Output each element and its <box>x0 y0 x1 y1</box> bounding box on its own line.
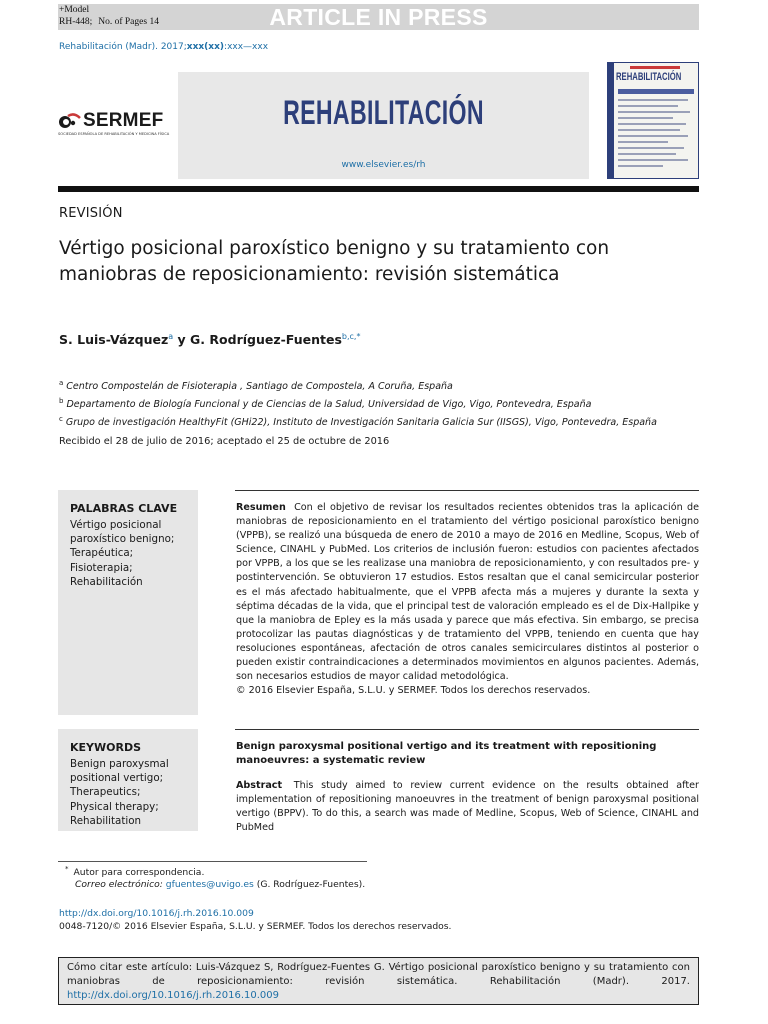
keywords-panel-en <box>58 729 198 831</box>
abstract-text: Con el objetivo de revisar los resultados recientes obtenidos tras la aplicación de maniobras de reposicionamiento en el tratamiento del vértigo posicional paroxístico benigno (VPPB), se realizó una búsqueda de enero de 2010 a mayo de 2016 en Medline, Scopus, Web of Science, CINAHL y PubMed. Los criterios de inclusión fueron: estudios con pacientes afectados por VPPB, a los que se les realizase una maniobra de reposicionamiento, y con resultados pre- y postintervención. Se obtuvieron 17 estudios. Estos resaltan que el canal semicircular posterior es el más afectado habitualmente, que el VPPB afecta más a mujeres y durante la sexta y séptima décadas de la vida, que el principal test de valoración empleado es el de Dix-Hallpike y que la maniobra de Epley es la más usada y parece que más efectiva. Sin embargo, se precisa protocolizar las pautas diagnósticas y de tratamiento del VPPB, teniendo en cuenta que hay resoluciones espontáneas, afectación de otros canales semicirculares distintos al posterior o pueden existir contraindicaciones a determinados movimientos en algunos pacientes. Además, son necesarios estudios de mayor calidad metodológica. <box>236 502 699 683</box>
abstract-lead: Resumen <box>236 502 286 513</box>
keyword-item: Physical therapy; <box>70 800 159 813</box>
affiliation-item: $^a$ Centro Compostelán de Fisioterapia , Santiago de Compostela, A Coruña, España <box>59 379 453 393</box>
email-note: Correo electrónico: gfuentes@uvigo.es (G. Rodríguez-Fuentes). <box>75 879 366 890</box>
how-to-cite-doi-link[interactable]: http://dx.doi.org/10.1016/j.rh.2016.10.009 <box>67 990 280 1001</box>
affiliation-list <box>59 376 657 430</box>
keyword-item: Fisioterapia; <box>70 561 133 574</box>
author-name[interactable]: G. Rodríguez-Fuentes <box>190 332 342 348</box>
keywords-heading: KEYWORDS <box>70 741 142 754</box>
keyword-item: paroxístico benigno; <box>70 533 175 546</box>
received-dates: Recibido el 28 de julio de 2016; aceptado el 25 de octubre de 2016 <box>59 436 390 447</box>
affiliation-mark[interactable]: a <box>168 332 174 341</box>
keyword-item: Vértigo posicional <box>70 519 162 531</box>
keyword-item: Rehabilitación <box>70 575 143 588</box>
keyword-item: Terapéutica; <box>70 547 134 560</box>
journal-masthead <box>178 72 589 179</box>
article-in-press-title: ARTICLE IN PRESS <box>269 4 488 30</box>
author-list: S. Luis-Vázquez$^a$ y G. Rodríguez-Fuentes$^{b,c,*}$ <box>59 332 361 348</box>
society-name: SERMEF <box>83 110 164 131</box>
section-label: REVISIÓN <box>59 206 123 221</box>
correspondence-note: * Autor para correspondencia. <box>65 865 205 879</box>
page-count: No. of Pages 14 <box>98 16 159 27</box>
doi-link[interactable]: http://dx.doi.org/10.1016/j.rh.2016.10.009 <box>59 908 254 919</box>
society-subtitle: SOCIEDAD ESPAÑOLA DE REHABILITACIÓN Y MEDICINA FÍSICA <box>58 132 170 136</box>
issn-copyright: 0048-7120/© 2016 Elsevier España, S.L.U. y SERMEF. Todos los derechos reservados. <box>59 921 452 932</box>
keyword-item: Therapeutics; <box>70 786 141 799</box>
cover-title: REHABILITACIÓN <box>616 71 682 83</box>
article-title: Vértigo posicional paroxístico benigno y su tratamiento con maniobras de reposicionamiento: revisión sistemática <box>59 238 610 285</box>
abstract-en-rule <box>235 729 699 730</box>
email-link[interactable]: gfuentes@uvigo.es <box>165 879 254 890</box>
affiliation-mark[interactable]: b,c,* <box>341 332 361 341</box>
keywords-heading: PALABRAS CLAVE <box>70 502 178 515</box>
abstract-es <box>236 501 699 698</box>
sermef-emblem-icon <box>58 112 86 130</box>
english-title: Benign paroxysmal positional vertigo and its treatment with repositioning manoeuvres: a systematic review <box>236 741 657 766</box>
abstract-text: This study aimed to review current evidence on the results obtained after implementation of repositioning manoeuvres in the treatment of benign paroxysmal positional vertigo (BPPV). To do this, a search was made of Medline, Scopus, Web of Science, CINAHL and PubMed <box>236 780 699 834</box>
author-name[interactable]: S. Luis-Vázquez <box>59 332 169 348</box>
keyword-item: Rehabilitation <box>70 814 142 827</box>
journal-name: REHABILITACIÓN <box>283 94 484 132</box>
journal-citation-line[interactable]: Rehabilitación (Madr). 2017;xxx(xx):xxx—xxx <box>59 42 269 52</box>
abstract-top-rule <box>235 490 699 491</box>
affiliation-item: $^b$ Departamento de Biología Funcional y de Ciencias de la Salud, Universidad de Vigo, Vigo, Pontevedra, España <box>59 397 592 411</box>
model-label: +Model <box>59 5 90 15</box>
journal-cover-thumbnail[interactable] <box>607 62 699 179</box>
keyword-item: positional vertigo; <box>70 772 164 785</box>
journal-url-link[interactable]: www.elsevier.es/rh <box>341 160 426 170</box>
abstract-copyright: © 2016 Elsevier España, S.L.U. y SERMEF. Todos los derechos reservados. <box>236 685 591 697</box>
affiliation-item: $^c$ Grupo de investigación HealthyFit (GHi22), Instituto de Investigación Sanitaria Galicia Sur (IISGS), Vigo, Pontevedra, España <box>59 415 657 429</box>
sermef-logo <box>58 110 176 140</box>
abstract-lead: Abstract <box>236 780 283 791</box>
keywords-panel-es <box>58 490 198 715</box>
footnote-rule <box>58 861 367 862</box>
keyword-item: Benign paroxysmal <box>70 758 169 770</box>
masthead-divider <box>58 186 699 192</box>
article-id: RH-448; <box>59 16 93 27</box>
how-to-cite-box <box>58 957 699 1005</box>
how-to-cite-text: Cómo citar este artículo: Luis-Vázquez S, Rodríguez-Fuentes G. Vértigo posicional paroxístico benigno y su tratamiento con maniobras de reposicionamiento: revisión sistemática. Rehabilitación (Madr). 2017. <box>67 962 690 987</box>
abstract-en <box>236 779 699 835</box>
